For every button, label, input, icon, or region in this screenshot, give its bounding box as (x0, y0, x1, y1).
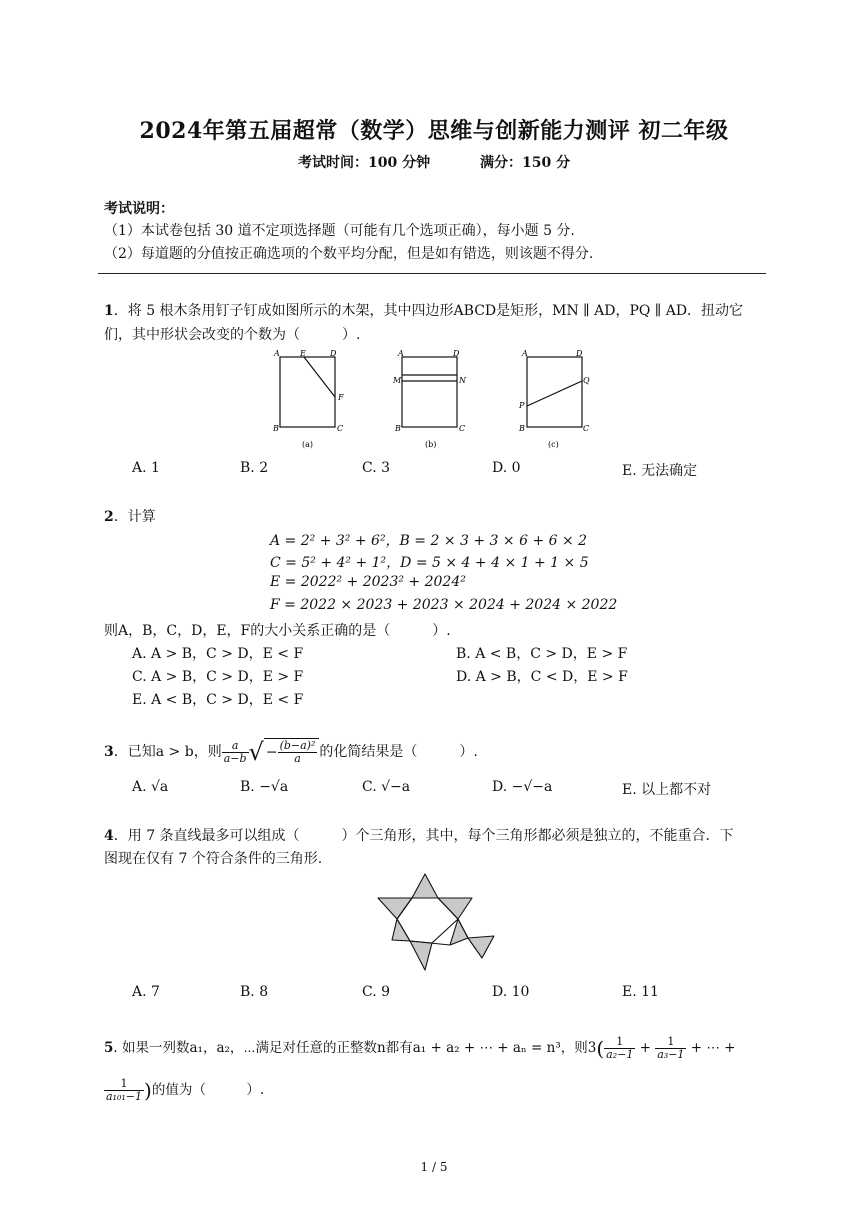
question-3-option-c[interactable]: C. √−a (362, 779, 411, 795)
question-3-text (104, 738, 478, 766)
question-3-post: 的化简结果是（ ）. (319, 744, 478, 760)
triangle (392, 919, 410, 941)
question-5-line-2-row: $\frac{1}{\text{a₁₀₁−1}}$ )的值为（ ）. (106, 1077, 265, 1103)
question-2-prompt: 则A，B，C，D，E，F的大小关系正确的是（ ）. (104, 623, 451, 639)
question-2-heading: ．计算 (113, 509, 156, 525)
question-4-number: 4 (104, 828, 114, 844)
label: D (453, 349, 460, 358)
question-1-option-c[interactable]: C. 3 (362, 460, 391, 476)
label: C (337, 424, 344, 433)
figure-c-caption: (c) (548, 440, 559, 449)
question-2-equation-2: C = 5² + 4² + 1²，D = 5 × 4 + 4 × 1 + 1 × 5 (270, 555, 589, 571)
question-2-number: 2 (104, 509, 114, 525)
exam-time: 考试时间：100 分钟 (298, 155, 431, 171)
label: N (459, 376, 466, 385)
question-4-option-c[interactable]: C. 9 (362, 984, 391, 1000)
question-2-option-d[interactable]: D. A > B，C < D，E > F (456, 669, 628, 685)
label: B (395, 424, 401, 433)
question-2-text (104, 506, 156, 526)
question-3-radicand: − $\frac{\text{(b−a)²}}{a}$ (264, 738, 320, 766)
triangle (468, 936, 494, 958)
question-4-option-a[interactable]: A. 7 (132, 984, 160, 1000)
label: F (338, 393, 344, 402)
instructions-line-2: （2）每道题的分值按正确选项的个数平均分配，但是如有错选，则该题不得分. (104, 246, 594, 262)
label: A (522, 349, 528, 358)
figure-a (272, 349, 344, 449)
question-5-fraction-2: $\frac{1}{\text{a₃−1}}$ (657, 1035, 685, 1061)
question-4-option-d[interactable]: D. 10 (492, 984, 530, 1000)
question-1-number: 1 (104, 303, 114, 319)
figure-c (518, 349, 590, 449)
instructions-line-1: （1）本试卷包括 30 道不定项选择题（可能有几个选项正确），每小题 5 分. (104, 223, 575, 239)
label: A (398, 349, 404, 358)
question-3-number: 3 (104, 744, 114, 760)
question-1-option-d[interactable]: D. 0 (492, 460, 521, 476)
question-5-text: 5. 如果一列数a₁，a₂，⋯满足对任意的正整数n都有a₁ + a₂ + ⋯ + aₙ = n³，则3( $\frac{1}{\text{a₂−1}}$ + $\frac{1}{\text{a₃−1}}$ + ⋯ + (104, 1035, 736, 1061)
question-3-pre: ．已知a > b，则 (113, 744, 222, 760)
full-score: 满分：150 分 (480, 155, 571, 171)
question-1-option-e[interactable]: E. 无法确定 (622, 463, 698, 479)
question-1-figures (270, 345, 600, 453)
label: C (459, 424, 466, 433)
question-1-line-1: ．将 5 根木条用钉子钉成如图所示的木架，其中四边形ABCD是矩形，MN ∥ AD，PQ ∥ AD．扭动它 (113, 303, 744, 319)
question-3-option-e[interactable]: E. 以上都不对 (622, 782, 712, 798)
question-3-option-d[interactable]: D. −√−a (492, 779, 553, 795)
page-number: 1 / 5 (420, 1160, 448, 1174)
label: D (330, 349, 337, 358)
question-5-number: 5 (104, 1040, 114, 1056)
label: D (576, 349, 583, 358)
label: A (274, 349, 280, 358)
label: M (393, 376, 402, 385)
label: P (519, 401, 525, 410)
question-4-text (104, 825, 734, 845)
question-4-line-2: 图现在仅有 7 个符合条件的三角形. (104, 851, 323, 867)
question-2-option-a[interactable]: A. A > B，C > D，E < F (132, 646, 304, 662)
label: E (300, 349, 306, 358)
question-5-fraction-1: $\frac{1}{\text{a₂−1}}$ (606, 1035, 634, 1061)
label: Q (583, 376, 590, 385)
question-4-option-e[interactable]: E. 11 (622, 984, 659, 1000)
question-3-option-b[interactable]: B. −√a (240, 779, 289, 795)
question-1-text (104, 300, 743, 320)
instructions-heading: 考试说明： (104, 201, 174, 217)
question-5-line-2: 的值为（ ）. (151, 1082, 265, 1098)
question-2-equation-1: A = 2² + 3² + 6²，B = 2 × 3 + 3 × 6 + 6 × 2 (270, 533, 588, 549)
triangle (378, 898, 412, 919)
figure-b-caption: (b) (425, 440, 437, 449)
radical-sign: √ (248, 738, 264, 766)
question-2-equation-4: F = 2022 × 2023 + 2023 × 2024 + 2024 × 2022 (270, 597, 618, 613)
question-1-line-2: 们，其中形状会改变的个数为（ ）. (104, 327, 361, 343)
figure-b (392, 349, 467, 449)
seven-triangles-figure (370, 870, 500, 980)
question-4-option-b[interactable]: B. 8 (240, 984, 269, 1000)
label: B (273, 424, 279, 433)
triangle (410, 941, 432, 970)
question-2-option-e[interactable]: E. A < B，C > D，E < F (132, 692, 304, 708)
question-3-option-a[interactable]: A. √a (132, 779, 169, 795)
question-5-fraction-3: $\frac{1}{\text{a₁₀₁−1}}$ (106, 1077, 143, 1103)
question-5-line-1: . 如果一列数a₁，a₂，⋯满足对任意的正整数n都有a₁ + a₂ + ⋯ + aₙ = n³，则3 (113, 1040, 597, 1056)
divider (98, 273, 766, 274)
question-3-fraction: $\frac{a}{a-b}$ (223, 738, 247, 765)
question-1-option-b[interactable]: B. 2 (240, 460, 269, 476)
figure-a-caption: (a) (302, 440, 314, 449)
question-4-line-1: ．用 7 条直线最多可以组成（ ）个三角形，其中，每个三角形都必须是独立的，不能重合．下 (113, 828, 734, 844)
question-2-equation-3: E = 2022² + 2023² + 2024² (270, 574, 466, 590)
label: C (583, 424, 590, 433)
triangle (412, 874, 438, 898)
question-1-option-a[interactable]: A. 1 (132, 460, 160, 476)
question-2-option-c[interactable]: C. A > B，C > D，E > F (132, 669, 304, 685)
question-2-option-b[interactable]: B. A < B，C > D，E > F (456, 646, 628, 662)
label: B (519, 424, 525, 433)
page-title: 2024年第五届超常（数学）思维与创新能力测评 初二年级 (139, 118, 729, 144)
